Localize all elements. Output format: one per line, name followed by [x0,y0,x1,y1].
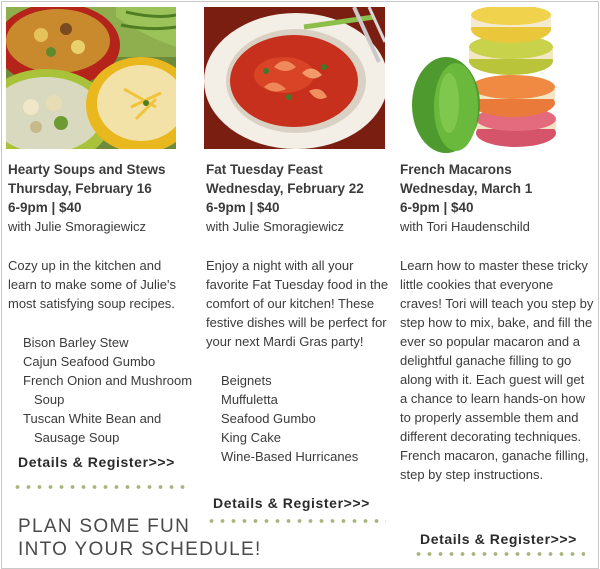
menu-item: Beignets [221,373,272,388]
class-description: Learn how to master these tricky little cookies that everyone craves! Tori will teach you step by step how to mix, bake, and fill the ever so popular macaron and a delightful ganache filling to go along with it. Each guest will get a chance to learn hands-on how to properly assemble them and different decorating techniques. French macaron, ganache filling, step by step instructions. [400,258,594,482]
dotted-divider [12,484,190,490]
class-time-price: 6-9pm | $40 [206,200,280,215]
class-title: French Macarons [400,162,512,177]
class-date: Thursday, February 16 [8,181,152,196]
tagline-line: INTO YOUR SCHEDULE! [18,539,262,560]
tagline [18,515,262,561]
macaron-stack-photo [401,7,571,163]
class-column-macarons [400,160,595,484]
menu-item: Seafood Gumbo [221,411,316,426]
class-description: Enjoy a night with all your favorite Fat Tuesday food in the comfort of our kitchen! These festive dishes will be perfect for your next Mardi Gras party! [206,258,389,349]
menu-item: Wine-Based Hurricanes [221,449,359,464]
class-host: with Julie Smoragiewicz [206,219,344,234]
class-time-price: 6-9pm | $40 [400,200,474,215]
details-register-link-soups[interactable]: Details & Register>>> [18,454,175,470]
menu-item: Bison Barley Stew [23,335,129,350]
soup-bowls-photo [6,7,176,149]
class-column-soups [8,160,193,447]
menu-item: King Cake [221,430,281,445]
class-date: Wednesday, March 1 [400,181,533,196]
class-host: with Tori Haudenschild [400,219,530,234]
details-register-link-fat-tuesday[interactable]: Details & Register>>> [213,495,370,511]
dotted-divider [413,551,585,557]
menu-item: Muffuletta [221,392,278,407]
class-date: Wednesday, February 22 [206,181,364,196]
gumbo-plate-photo [204,7,385,149]
menu-item: Tuscan White Bean and Sausage Soup [23,411,162,445]
menu-list [8,333,193,447]
menu-item: French Onion and Mushroom Soup [23,373,193,407]
class-description: Cozy up in the kitchen and learn to make some of Julie's most satisfying soup recipes. [8,258,176,311]
class-host: with Julie Smoragiewicz [8,219,146,234]
class-title: Hearty Soups and Stews [8,162,166,177]
menu-list [206,371,391,466]
class-column-fat-tuesday [206,160,391,466]
menu-item: Cajun Seafood Gumbo [23,354,156,369]
tagline-line: PLAN SOME FUN [18,516,191,537]
class-title: Fat Tuesday Feast [206,162,323,177]
class-time-price: 6-9pm | $40 [8,200,82,215]
details-register-link-macarons[interactable]: Details & Register>>> [420,531,577,547]
